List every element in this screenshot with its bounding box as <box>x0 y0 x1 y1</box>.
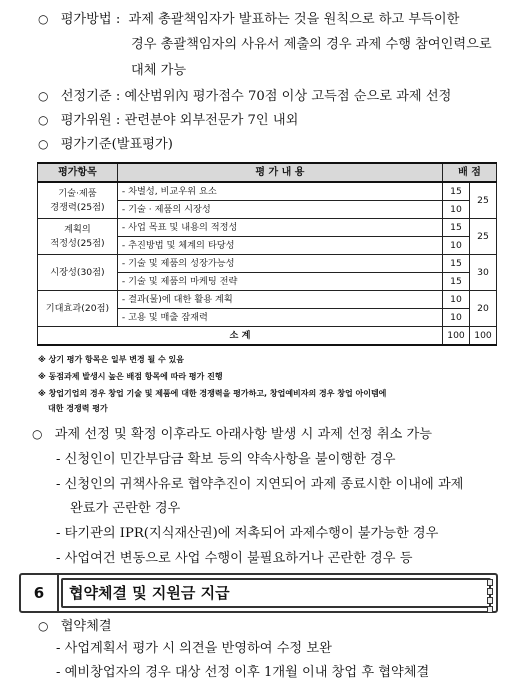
category-total: 20 <box>469 291 496 327</box>
note-4: 대한 경쟁력 평가 <box>48 404 108 413</box>
criterion: - 기술 및 제품의 성장가능성 <box>117 255 442 273</box>
eval-method-label: 평가방법 : <box>60 12 121 27</box>
table-row <box>38 291 497 309</box>
category-line1: 기술·제품 <box>58 187 97 199</box>
bullet-icon: ○ <box>38 137 49 151</box>
bullet-icon: ○ <box>38 113 49 127</box>
cancel-item: - 신청인이 민간부담금 확보 등의 약속사항을 불이행한 경우 <box>56 452 396 467</box>
criterion: - 기술 및 제품의 마케팅 전략 <box>117 273 442 291</box>
table-row <box>38 182 497 201</box>
criterion: - 기술 · 제품의 시장성 <box>117 201 442 219</box>
total-score-b: 100 <box>469 327 496 346</box>
category-total: 25 <box>469 219 496 255</box>
category-line2: 적정성(25점) <box>50 237 105 249</box>
criterion: - 차별성, 비교우위 요소 <box>117 182 442 201</box>
table-row <box>38 219 497 237</box>
section-title: 협약체결 및 지원금 지급 <box>61 578 491 608</box>
bullet-icon: ○ <box>32 427 43 441</box>
eval-method-line1 <box>38 10 459 29</box>
total-score-a: 100 <box>443 327 470 346</box>
cancel-title-text: 과제 선정 및 확정 이후라도 아래사항 발생 시 과제 선정 취소 가능 <box>54 427 433 442</box>
criterion: - 추진방법 및 체계의 타당성 <box>117 237 442 255</box>
total-label: 소 계 <box>38 327 443 346</box>
agreement-item: - 사업계획서 평가 시 의견을 반영하여 수정 보완 <box>56 641 332 656</box>
note-2: ※ 동점과제 발생시 높은 배점 항목에 따라 평가 진행 <box>38 372 223 381</box>
header-item: 평가항목 <box>38 163 118 182</box>
category-cell: 기대효과(20점) <box>38 291 118 327</box>
sub-score: 15 <box>443 255 470 273</box>
section-decoration-icon <box>487 579 493 607</box>
sub-score: 15 <box>443 182 470 201</box>
cancel-item: - 사업여건 변동으로 사업 수행이 불필요하거나 곤란한 경우 등 <box>56 551 413 566</box>
note-3: ※ 창업기업의 경우 창업 기술 및 제품에 대한 경쟁력을 평가하고, 창업예비자의 경우 창업 아이템에 <box>38 389 387 398</box>
eval-method-text3: 대체 가능 <box>131 63 187 78</box>
section-header <box>19 573 498 613</box>
agreement-title-text: 협약체결 <box>60 619 112 634</box>
agreement-title <box>38 617 112 636</box>
cancel-item: - 신청인의 귀책사유로 협약추진이 지연되어 과제 종료시한 이내에 과제 <box>56 477 464 492</box>
committee-text: 평가위원 : 관련분야 외부전문가 7인 내외 <box>60 113 299 128</box>
committee <box>38 111 298 130</box>
category-cell <box>38 182 118 219</box>
eval-method-text1: 과제 총괄책임자가 발표하는 것을 원칙으로 하고 부득이한 <box>128 12 460 27</box>
criterion: - 사업 목표 및 내용의 적정성 <box>117 219 442 237</box>
table-header-row <box>38 163 497 182</box>
section-number: 6 <box>21 575 59 611</box>
sub-score: 10 <box>443 309 470 327</box>
cancel-item: 완료가 곤란한 경우 <box>70 501 181 516</box>
sub-score: 15 <box>443 219 470 237</box>
bullet-icon: ○ <box>38 619 49 633</box>
note-1: ※ 상기 평가 항목은 일부 변경 될 수 있음 <box>38 355 184 364</box>
bullet-icon: ○ <box>38 89 49 103</box>
cancel-title <box>32 425 432 444</box>
criteria-title-text: 평가기준(발표평가) <box>60 137 173 152</box>
criteria-title <box>38 135 173 154</box>
sub-score: 10 <box>443 291 470 309</box>
header-score: 배 점 <box>443 163 497 182</box>
header-content: 평 가 내 용 <box>117 163 442 182</box>
cancel-item: - 타기관의 IPR(지식재산권)에 저촉되어 과제수행이 불가능한 경우 <box>56 526 439 541</box>
evaluation-table <box>37 162 497 346</box>
bullet-icon: ○ <box>38 12 49 26</box>
category-line2: 경쟁력(25점) <box>50 201 105 213</box>
criterion: - 결과(물)에 대한 활용 계획 <box>117 291 442 309</box>
eval-method-text2: 경우 총괄책임자의 사유서 제출의 경우 과제 수행 참여인력으로 <box>131 37 492 52</box>
selection-criteria-text: 선정기준 : 예산범위內 평가점수 70점 이상 고득점 순으로 과제 선정 <box>60 89 452 104</box>
selection-criteria <box>38 87 451 106</box>
sub-score: 15 <box>443 273 470 291</box>
table-row <box>38 255 497 273</box>
sub-score: 10 <box>443 201 470 219</box>
category-cell <box>38 219 118 255</box>
category-total: 25 <box>469 182 496 219</box>
criterion: - 고용 및 매출 잠재력 <box>117 309 442 327</box>
sub-score: 10 <box>443 237 470 255</box>
total-row <box>38 327 497 346</box>
category-total: 30 <box>469 255 496 291</box>
category-line1: 계획의 <box>64 223 91 235</box>
agreement-item: - 예비창업자의 경우 대상 선정 이후 1개월 이내 창업 후 협약체결 <box>56 665 430 680</box>
category-cell: 시장성(30점) <box>38 255 118 291</box>
